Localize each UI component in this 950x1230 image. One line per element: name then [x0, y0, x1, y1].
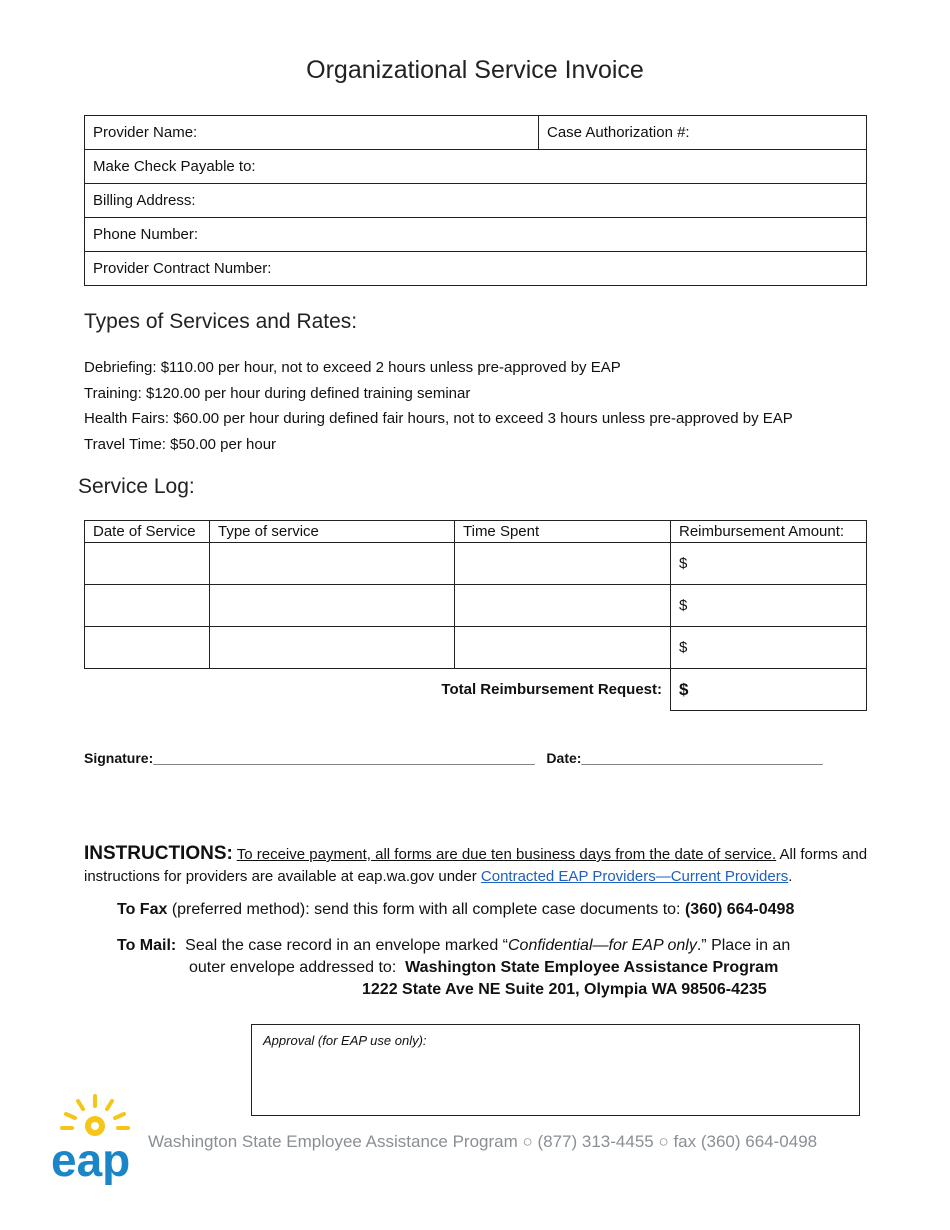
date-cell[interactable]	[85, 543, 210, 585]
service-rate-item: Debriefing: $110.00 per hour, not to exceed 2 hours unless pre-approved by EAP	[84, 359, 621, 376]
period: .	[788, 868, 793, 885]
approval-label: Approval (for EAP use only):	[263, 1033, 427, 1048]
case-authorization-field[interactable]: Case Authorization #:	[539, 116, 867, 150]
total-amount-cell[interactable]: $	[671, 669, 867, 711]
table-row	[85, 543, 867, 585]
contract-number-field[interactable]: Provider Contract Number:	[85, 252, 867, 286]
eap-logo	[50, 1090, 145, 1185]
signature-label: Signature:_________________________________________________	[84, 750, 535, 766]
provider-info-table	[84, 115, 867, 286]
services-list	[84, 355, 793, 457]
fax-label: To Fax	[117, 901, 168, 918]
mail-label: To Mail:	[117, 937, 177, 954]
amount-cell[interactable]: $	[671, 627, 867, 669]
providers-link[interactable]: Contracted EAP Providers—Current Providers	[480, 868, 789, 885]
date-label: Date:_______________________________	[546, 750, 823, 766]
mail-instructions	[117, 935, 790, 1001]
instructions-text: All forms and instructions for providers are available at eap.wa.gov under	[84, 846, 868, 885]
page-title: Organizational Service Invoice	[306, 56, 644, 84]
provider-name-field[interactable]: Provider Name:	[85, 116, 539, 150]
sun-icon	[50, 1090, 145, 1185]
signature-line[interactable]	[84, 750, 823, 766]
deadline-note: To receive payment, all forms are due ten business days from the date of service.	[236, 846, 777, 863]
fax-number: (360) 664-0498	[684, 901, 795, 918]
time-cell[interactable]	[455, 585, 671, 627]
table-row	[85, 585, 867, 627]
org-name: Washington State Employee Assistance Program	[405, 959, 779, 976]
amount-cell[interactable]: $	[671, 585, 867, 627]
column-header: Reimbursement Amount:	[671, 521, 867, 543]
check-payable-field[interactable]: Make Check Payable to:	[85, 150, 867, 184]
services-heading: Types of Services and Rates:	[84, 310, 358, 333]
column-header: Time Spent	[455, 521, 671, 543]
service-rate-item: Health Fairs: $60.00 per hour during defined fair hours, not to exceed 3 hours unless pre-approved by EAP	[84, 410, 793, 427]
org-address: 1222 State Ave NE Suite 201, Olympia WA 98506-4235	[362, 981, 767, 998]
table-row	[85, 627, 867, 669]
instructions-paragraph	[84, 843, 874, 888]
service-rate-item: Training: $120.00 per hour during defined training seminar	[84, 384, 471, 402]
logo-text: eap	[51, 1134, 131, 1185]
total-label: Total Reimbursement Request:	[441, 681, 662, 699]
mail-text: Seal the case record in an envelope marked “	[185, 937, 508, 954]
mail-text: .” Place in an	[696, 937, 791, 954]
approval-box[interactable]	[251, 1024, 860, 1116]
date-cell[interactable]	[85, 585, 210, 627]
service-rate-item: Travel Time: $50.00 per hour	[84, 435, 277, 453]
date-cell[interactable]	[85, 627, 210, 669]
service-log-table	[84, 520, 867, 711]
fax-instructions	[117, 901, 794, 919]
fax-text: (preferred method): send this form with all complete case documents to:	[167, 901, 685, 918]
footer-contact: Washington State Employee Assistance Program ○ (877) 313-4455 ○ fax (360) 664-0498	[148, 1132, 818, 1151]
mail-text: outer envelope addressed to:	[189, 959, 397, 976]
amount-cell[interactable]: $	[671, 543, 867, 585]
type-cell[interactable]	[210, 585, 455, 627]
service-log-heading: Service Log:	[78, 475, 195, 498]
instructions-lead: INSTRUCTIONS:	[84, 843, 233, 864]
time-cell[interactable]	[455, 627, 671, 669]
type-cell[interactable]	[210, 543, 455, 585]
phone-number-field[interactable]: Phone Number:	[85, 218, 867, 252]
column-header: Type of service	[210, 521, 455, 543]
billing-address-field[interactable]: Billing Address:	[85, 184, 867, 218]
time-cell[interactable]	[455, 543, 671, 585]
confidential-note: Confidential—for EAP only	[508, 937, 697, 954]
column-header: Date of Service	[85, 521, 210, 543]
type-cell[interactable]	[210, 627, 455, 669]
